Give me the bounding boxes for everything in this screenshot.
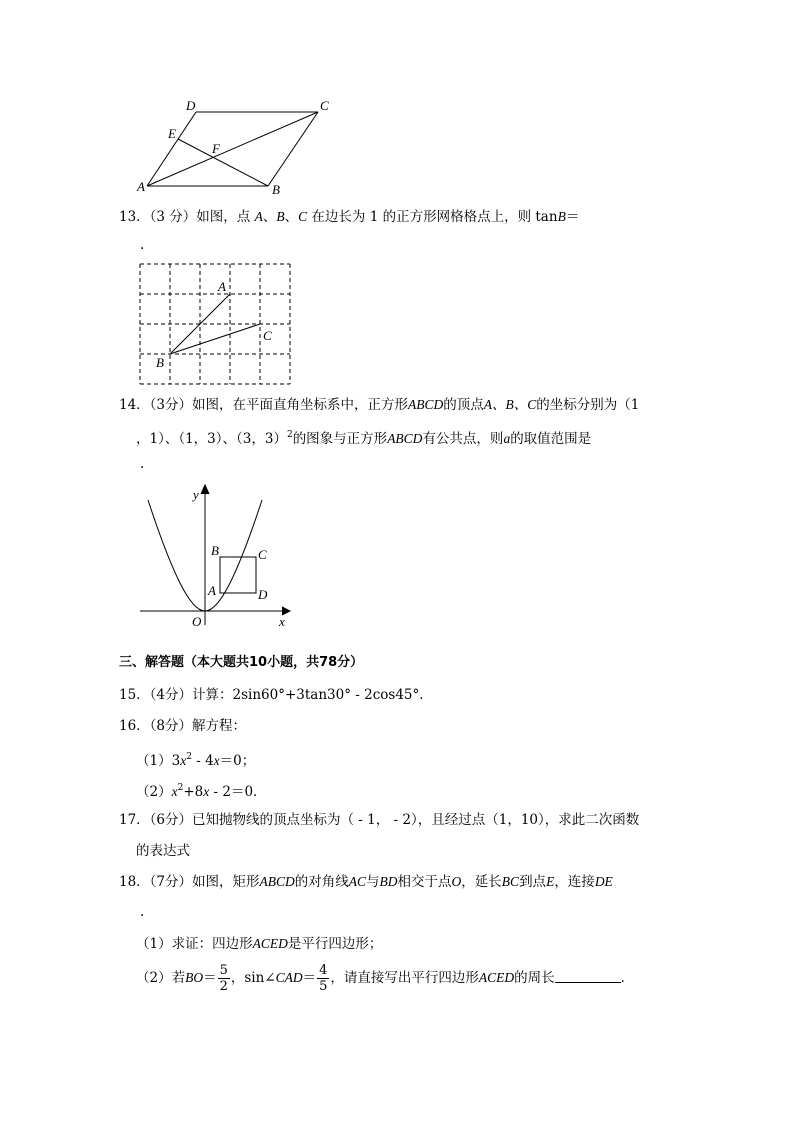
q18-text-f: ，连接 bbox=[554, 874, 595, 890]
q16-p2-x2: x bbox=[203, 784, 210, 799]
q13-point-c: C bbox=[298, 209, 308, 224]
frac2-denominator: 5 bbox=[319, 979, 328, 994]
question-13-line1 bbox=[119, 208, 579, 226]
q16-p1-x: x bbox=[180, 753, 187, 768]
label-b: B bbox=[211, 543, 219, 558]
q18-cad: CAD bbox=[275, 970, 303, 985]
question-13-dot: . bbox=[140, 237, 145, 253]
q14-line2-start: ，1）、（1，3）、（3，3） bbox=[136, 431, 287, 447]
q16-p1-end: ＝0； bbox=[219, 753, 256, 769]
q18-p2-mid2: ，请直接写出平行四边形 bbox=[330, 970, 479, 986]
question-18-part1 bbox=[136, 935, 382, 953]
question-17-line1: 17．（6分）已知抛物线的顶点坐标为（ - 1， - 2），且经过点（1，10），求此二次函数 bbox=[119, 812, 640, 828]
label-d: D bbox=[186, 98, 196, 113]
label-b: B bbox=[156, 355, 164, 370]
question-18-part2 bbox=[136, 960, 634, 996]
label-x: x bbox=[279, 614, 285, 629]
q18-text-b: 与 bbox=[366, 874, 380, 890]
segment-bc bbox=[170, 324, 260, 354]
frac2-numerator: 4 bbox=[319, 963, 328, 978]
label-c: C bbox=[320, 98, 329, 113]
q18-p1-pre: （1）求证：四边形 bbox=[136, 936, 253, 952]
label-a: A bbox=[218, 279, 226, 294]
answer-blank[interactable] bbox=[555, 970, 621, 983]
q16-p2-x: x bbox=[171, 784, 178, 799]
q18-pre: 18．（7分）如图，矩形 bbox=[119, 874, 260, 890]
q14-superscript: 2 bbox=[286, 430, 293, 440]
q18-eq2: ＝ bbox=[302, 970, 317, 986]
q18-eq1: ＝ bbox=[203, 970, 217, 986]
label-e: E bbox=[168, 126, 176, 141]
label-a: A bbox=[137, 179, 145, 194]
q18-aced: ACED bbox=[252, 936, 288, 951]
question-16-title: 16．（8分）解方程： bbox=[119, 718, 247, 734]
q16-p1-sup: 2 bbox=[186, 752, 192, 762]
q13-prefix: 13．（3 分）如图，点 bbox=[119, 209, 251, 225]
question-14-dot: . bbox=[140, 456, 145, 472]
q18-p2-dot: ． bbox=[620, 970, 635, 986]
q14-points: A、B、C bbox=[483, 397, 537, 412]
q18-ac: AC bbox=[348, 874, 367, 889]
q14-line1-mid: 的顶点 bbox=[443, 397, 484, 413]
q18-text-d: ，延长 bbox=[461, 874, 502, 890]
question-14-line1 bbox=[119, 396, 639, 414]
q18-text-a: 的对角线 bbox=[294, 874, 349, 890]
q16-p2-pre: （2） bbox=[136, 784, 172, 800]
section-3-heading: 三、解答题（本大题共10小题，共78分） bbox=[119, 655, 364, 670]
q18-o: O bbox=[451, 874, 462, 889]
q14-line2-mid2: 有公共点，则 bbox=[422, 431, 504, 447]
fraction-5-over-2 bbox=[218, 963, 230, 994]
q16-p1-mid: - 4 bbox=[191, 753, 214, 769]
q14-line2-end: 的取值范围是 bbox=[510, 431, 592, 447]
q18-abcd: ABCD bbox=[259, 874, 295, 889]
q18-bd: BD bbox=[379, 874, 398, 889]
label-c: C bbox=[263, 328, 272, 343]
grid-figure bbox=[130, 258, 305, 390]
q13-point-b: B bbox=[276, 209, 285, 224]
y-axis-arrow bbox=[201, 485, 209, 494]
q18-p2-end: 的周长 bbox=[514, 970, 555, 986]
question-15: 15．（4分）计算：2sin60°+3tan30° - 2cos45°． bbox=[119, 687, 433, 703]
q18-p2-mid: ，sin∠ bbox=[230, 970, 276, 986]
q18-bc: BC bbox=[501, 874, 520, 889]
frac1-denominator: 2 bbox=[219, 979, 228, 994]
segment-eb bbox=[178, 139, 268, 186]
q18-p2-pre: （2）若 bbox=[136, 970, 186, 986]
q16-p1-x2: x bbox=[213, 753, 220, 768]
label-y: y bbox=[193, 487, 199, 502]
q13-end: ＝ bbox=[565, 209, 580, 225]
q16-p2-end: - 2＝0． bbox=[209, 784, 267, 800]
q14-line2-mid: 的图象与正方形 bbox=[292, 431, 388, 447]
q18-text-c: 相交于点 bbox=[397, 874, 452, 890]
q18-de: DE bbox=[594, 874, 613, 889]
q18-bo: BO bbox=[185, 970, 204, 985]
q14-line1-prefix: 14．（3分）如图，在平面直角坐标系中，正方形 bbox=[119, 397, 409, 413]
parabola-figure bbox=[130, 480, 305, 630]
q16-p2-mid: +8 bbox=[183, 784, 204, 800]
q14-var-a: a bbox=[503, 431, 511, 446]
question-18-line1 bbox=[119, 873, 613, 891]
q18-aced-2: ACED bbox=[478, 970, 515, 985]
label-o: O bbox=[192, 614, 202, 629]
parallelogram-figure bbox=[130, 95, 340, 200]
question-14-line2 bbox=[136, 426, 591, 448]
question-17-line2: 的表达式 bbox=[136, 843, 190, 859]
label-b: B bbox=[272, 182, 280, 197]
q16-p1-pre: （1）3 bbox=[136, 753, 181, 769]
label-a: A bbox=[208, 583, 216, 598]
q13-tan-b: B bbox=[557, 209, 566, 224]
square-abcd bbox=[220, 557, 256, 593]
q18-e: E bbox=[546, 874, 555, 889]
fraction-4-over-5 bbox=[317, 963, 329, 994]
q14-line1-end: 的坐标分别为（1 bbox=[536, 397, 640, 413]
q16-p2-sup: 2 bbox=[177, 783, 184, 793]
question-16-part2 bbox=[136, 779, 267, 801]
label-c: C bbox=[258, 547, 267, 562]
q14-abcd-2: ABCD bbox=[387, 431, 423, 446]
label-f: F bbox=[212, 141, 220, 156]
q13-mid: 在边长为 1 的正方形网格格点上，则 tan bbox=[311, 209, 558, 225]
q14-abcd: ABCD bbox=[408, 397, 444, 412]
q18-p1-end: 是平行四边形； bbox=[287, 936, 383, 952]
frac1-numerator: 5 bbox=[219, 963, 228, 978]
q13-sep1: 、 bbox=[262, 209, 277, 225]
label-d: D bbox=[258, 587, 268, 602]
q13-point-a: A bbox=[254, 209, 263, 224]
question-18-dot: . bbox=[140, 904, 145, 920]
q13-sep2: 、 bbox=[284, 209, 299, 225]
diagonal-ac bbox=[147, 112, 318, 186]
question-16-part1 bbox=[136, 748, 255, 770]
q18-text-e: 到点 bbox=[519, 874, 547, 890]
